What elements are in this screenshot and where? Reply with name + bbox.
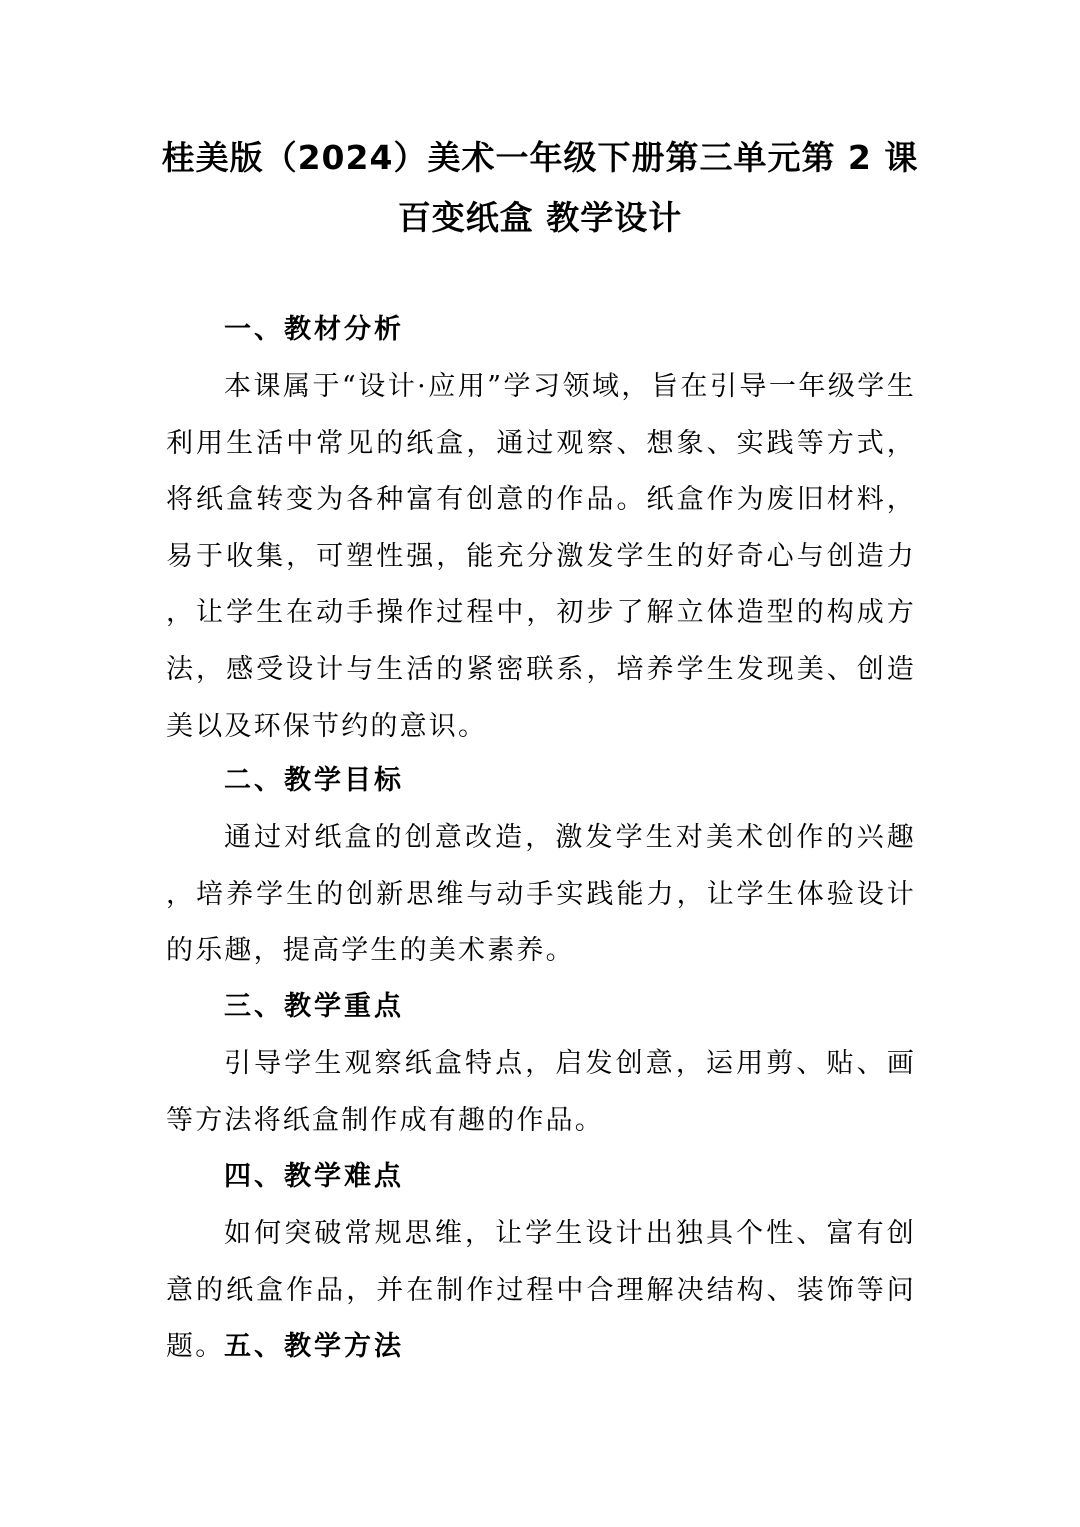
section-body-teaching-objectives: 通过对纸盒的创意改造，激发学生对美术创作的兴趣，培养学生的创新思维与动手实践能力，让学生体验设计的乐趣，提高学生的美术素养。	[166, 822, 916, 967]
section-heading-teaching-objectives: 二、教学目标	[224, 765, 404, 796]
section-body-textbook-analysis: 本课属于“设计·应用”学习领域，旨在引导一年级学生利用生活中常见的纸盒，通过观察、想象、实践等方式，将纸盒转变为各种富有创意的作品。纸盒作为废旧材料，易于收集，可塑性强，能充分激发学生的好奇心与创造力，让学生在动手操作过程中，初步了解立体造型的构成方法，感受设计与生活的紧密联系，培养学生发现美、创造美以及环保节约的意识。	[166, 371, 916, 742]
section-heading-teaching-focus: 三、教学重点	[224, 991, 404, 1022]
section-heading-teaching-difficulty: 四、教学难点	[224, 1161, 404, 1192]
document-title-line-2: 百变纸盒 教学设计	[397, 198, 683, 237]
section-heading-textbook-analysis: 一、教材分析	[224, 314, 404, 345]
section-heading-teaching-methods: 五、教学方法	[224, 1331, 404, 1362]
section-body-teaching-focus: 引导学生观察纸盒特点，启发创意，运用剪、贴、画等方法将纸盒制作成有趣的作品。	[166, 1048, 916, 1136]
document-title-line-1: 桂美版（2024）美术一年级下册第三单元第 2 课	[161, 138, 919, 177]
section-body-teaching-difficulty: 如何突破常规思维，让学生设计出独具个性、富有创意的纸盒作品，并在制作过程中合理解决结构、装饰等问题。	[166, 1218, 916, 1363]
